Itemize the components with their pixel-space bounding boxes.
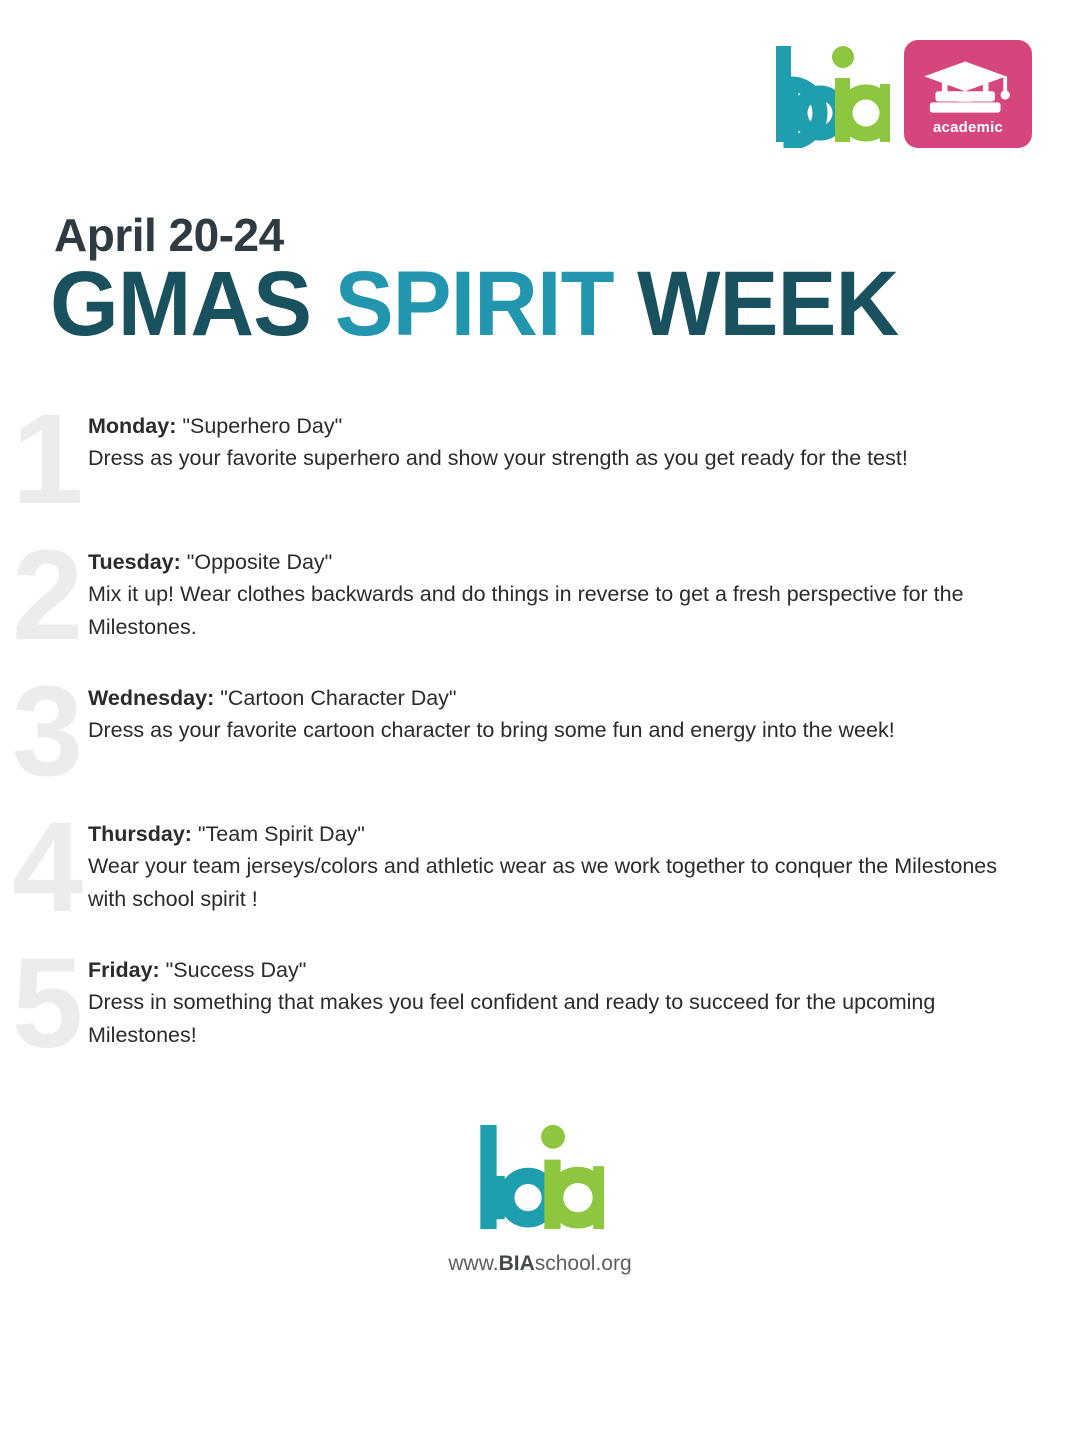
day-description: Mix it up! Wear clothes backwards and do things in reverse to get a fresh perspective for the Milestones. — [88, 582, 964, 639]
page-title — [50, 253, 899, 355]
day-label: Wednesday: — [88, 686, 215, 710]
day-heading — [88, 546, 1036, 578]
day-theme: "Opposite Day" — [186, 550, 333, 574]
day-heading — [88, 410, 1036, 442]
list-item — [0, 932, 1080, 1075]
page-title-part-3: WEEK — [637, 253, 899, 355]
date-range: April 20-24 — [54, 209, 284, 261]
day-theme: "Team Spirit Day" — [197, 822, 365, 846]
academic-badge-label: academic — [933, 119, 1003, 136]
day-description: Dress in something that makes you feel confident and ready to succeed for the upcoming Milestones! — [88, 990, 936, 1047]
day-theme: "Cartoon Character Day" — [220, 686, 457, 710]
day-number: 2 — [12, 524, 84, 667]
day-label: Friday: — [88, 958, 160, 982]
day-number: 4 — [12, 796, 84, 939]
day-number: 5 — [12, 932, 84, 1075]
page-title-part-1: GMAS — [50, 253, 312, 355]
day-theme: "Superhero Day" — [182, 414, 343, 438]
spirit-week-list — [0, 388, 1080, 1090]
day-number: 3 — [12, 660, 84, 803]
website-url-prefix: www. — [448, 1252, 499, 1275]
bia-logo-icon — [772, 40, 890, 148]
day-heading — [88, 682, 1036, 714]
page-title-part-2: SPIRIT — [334, 253, 614, 355]
list-item — [0, 388, 1080, 531]
website-url-suffix: school.org — [534, 1252, 632, 1275]
footer — [0, 1118, 1080, 1276]
day-description: Wear your team jerseys/colors and athletic wear as we work together to conquer the Milestones with school spirit ! — [88, 854, 998, 911]
bia-logo-icon-footer — [476, 1118, 604, 1236]
header-logo-lockup — [772, 40, 1032, 148]
list-item — [0, 796, 1080, 939]
day-number: 1 — [12, 388, 84, 531]
day-label: Tuesday: — [88, 550, 181, 574]
list-item — [0, 524, 1080, 667]
day-heading — [88, 954, 1036, 986]
website-url[interactable] — [448, 1252, 631, 1276]
day-heading — [88, 818, 1036, 850]
day-label: Thursday: — [88, 822, 192, 846]
day-theme: "Success Day" — [165, 958, 307, 982]
list-item — [0, 660, 1080, 803]
day-description: Dress as your favorite superhero and show your strength as you get ready for the test! — [88, 446, 908, 471]
day-description: Dress as your favorite cartoon character to bring some fun and energy into the week! — [88, 718, 895, 743]
academic-badge — [904, 40, 1032, 148]
website-url-bold: BIA — [498, 1252, 535, 1275]
day-label: Monday: — [88, 414, 177, 438]
